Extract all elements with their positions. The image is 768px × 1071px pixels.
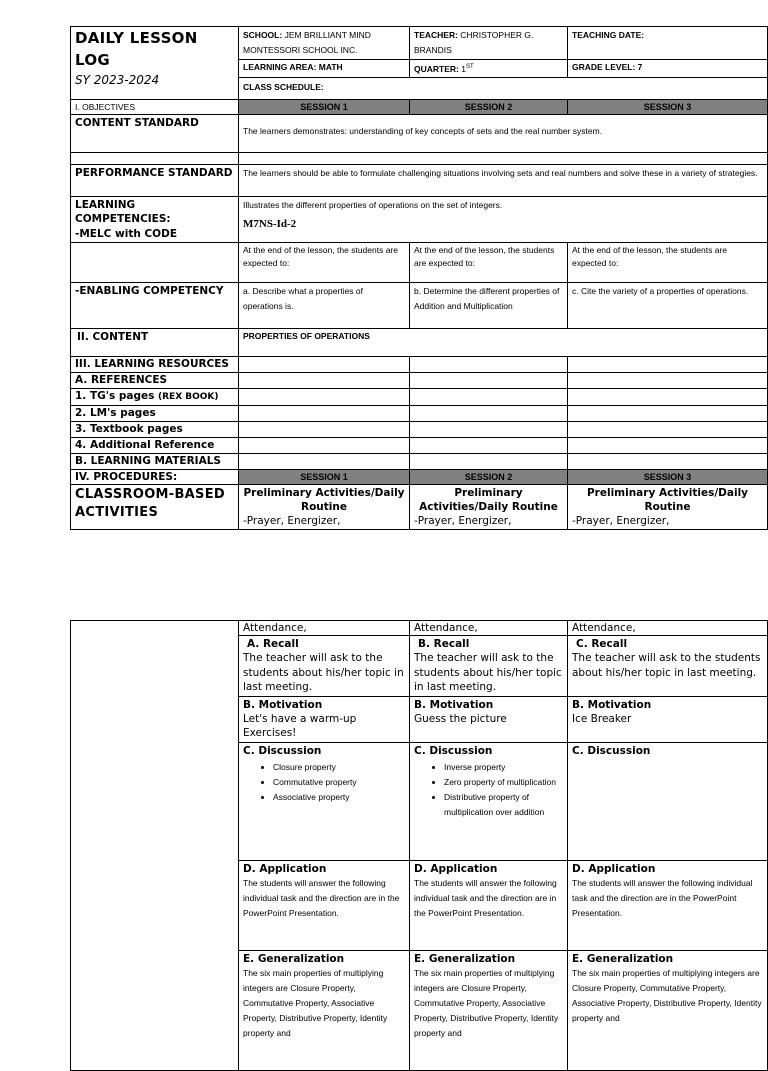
school-cell [239,27,410,60]
session-2-discussion: C. Discussion • Inverse property • Zero property of multiplication • Distributive property of multiplication over addition [410,742,568,860]
list-item: • Inverse property [444,760,563,775]
session-2-motivation: B. Motivation Guess the picture [410,696,568,742]
title-cell [71,27,239,100]
objectives-label: I. OBJECTIVES [71,99,239,114]
session-3-motivation: B. Motivation Ice Breaker [568,696,768,742]
page-2 [0,580,768,1038]
empty-cell [568,405,768,421]
teaching-date-cell [568,27,768,60]
content-standard-text: The learners demonstrates: understanding of key concepts of sets and the real number system. [239,114,768,152]
procedures-session-3-header: SESSION 3 [568,469,768,484]
teacher-cell [410,27,568,60]
session-1-header: SESSION 1 [239,99,410,114]
procedures-session-2-header: SESSION 2 [410,469,568,484]
school-label: SCHOOL: [243,30,283,40]
empty-cell [239,421,410,437]
performance-standard-label: PERFORMANCE STANDARD [71,164,239,196]
spacer-cell [239,152,768,164]
session-1-recall: A. Recall The teacher will ask to the students about his/her topic in last meeting. [239,636,410,697]
session-3-header: SESSION 3 [568,99,768,114]
session-1-attendance: Attendance, [239,621,410,636]
empty-cell [568,453,768,469]
session-3-preliminary: Preliminary Activities/Daily Routine -Prayer, Energizer, [568,484,768,530]
school-value: JEM BRILLIANT MIND MONTESSORI SCHOOL INC. [243,30,371,55]
content-standard-label: CONTENT STANDARD [71,114,239,152]
empty-cell [239,388,410,405]
session-2-discussion-list [414,760,563,820]
enabling-competency-label: -ENABLING COMPETENCY [71,282,239,328]
empty-cell [568,372,768,388]
empty-cell [568,421,768,437]
learning-area-cell [239,60,410,78]
spacer-cell [71,152,239,164]
quarter-value: 1 [461,63,466,74]
learning-competencies-cell [239,196,768,242]
session-3-expected: At the end of the lesson, the students are expected to: [568,242,768,282]
list-item: • Zero property of multiplication [444,775,563,790]
grade-level-cell [568,60,768,78]
quarter-label: QUARTER: [414,63,459,74]
empty-cell [410,388,568,405]
empty-cell [410,437,568,453]
session-1-preliminary: Preliminary Activities/Daily Routine -Prayer, Energizer, [239,484,410,530]
session-2-application: D. Application The students will answer the following individual task and the direction are in the PowerPoint Presentation. [410,860,568,950]
content-label: II. CONTENT [71,328,239,356]
session-2-enabling: b. Determine the different properties of Addition and Multiplication [410,282,568,328]
session-3-generalization: E. Generalization The six main properties of multiplying integers are Closure Property, Commutative Property, Associative Property, Distributive Property, Identity property and [568,950,768,1070]
empty-cell [568,437,768,453]
session-2-attendance: Attendance, [410,621,568,636]
school-year: SY 2023-2024 [75,73,160,87]
learning-area-value: MATH [318,62,343,72]
quarter-suffix: ST [465,64,474,70]
session-2-generalization: E. Generalization The six main properties of multiplying integers are Closure Property, Commutative Property, Associative Property, Distributive Property, Identity property and [410,950,568,1070]
session-2-expected: At the end of the lesson, the students are expected to: [410,242,568,282]
list-item: • Associative property [273,790,405,805]
empty-cell [239,372,410,388]
empty-cell [410,405,568,421]
content-value: PROPERTIES OF OPERATIONS [239,328,768,356]
session-1-discussion-list [243,760,405,805]
session-3-recall: C. Recall The teacher will ask to the students about his/her topic in last meeting. [568,636,768,697]
performance-standard-text: The learners should be able to formulate challenging situations involving sets and real numbers and solve these in a variety of strategies. [239,164,768,196]
class-schedule-label: CLASS SCHEDULE: [243,81,324,92]
procedures-label: IV. PROCEDURES: [71,469,239,484]
session-3-application: D. Application The students will answer the following individual task and the direction are in the PowerPoint Presentation. [568,860,768,950]
empty-cell [568,388,768,405]
teaching-date-label: TEACHING DATE: [572,30,645,40]
session-1-enabling: a. Describe what a properties of operations is. [239,282,410,328]
procedures-table [70,620,768,1071]
empty-cell [410,356,568,372]
empty-cell [410,453,568,469]
lm-pages-label: 2. LM's pages [71,405,239,421]
grade-level-value: 7 [637,62,643,72]
learning-competencies-text: Illustrates the different properties of operations on the set of integers. [243,199,503,210]
learning-materials-label: B. LEARNING MATERIALS [71,453,239,469]
empty-cell [239,437,410,453]
empty-cell [71,242,239,282]
empty-cell [410,372,568,388]
classroom-activities-label: CLASSROOM-BASED ACTIVITIES [71,484,239,530]
log-title: DAILY LESSON LOG [75,29,198,69]
list-item: • Closure property [273,760,405,775]
session-3-enabling: c. Cite the variety of a properties of operations. [568,282,768,328]
tg-pages-label: 1. TG's pages (REX BOOK) [71,388,239,405]
procedures-left-column [71,621,239,1071]
learning-resources-label: III. LEARNING RESOURCES [71,356,239,372]
session-2-preliminary: Preliminary Activities/Daily Routine -Prayer, Energizer, [410,484,568,530]
empty-cell [239,405,410,421]
lesson-log-table [70,26,768,530]
empty-cell [239,356,410,372]
session-1-expected: At the end of the lesson, the students are expected to: [239,242,410,282]
learning-competencies-label: LEARNING COMPETENCIES: -MELC with CODE [71,196,239,242]
teacher-value: CHRISTOPHER G. BRANDIS [414,30,534,55]
session-1-application: D. Application The students will answer the following individual task and the direction are in the PowerPoint Presentation. [239,860,410,950]
procedures-session-1-header: SESSION 1 [239,469,410,484]
session-3-discussion: C. Discussion [568,742,768,860]
textbook-pages-label: 3. Textbook pages [71,421,239,437]
empty-cell [410,421,568,437]
teacher-label: TEACHER: [414,30,458,40]
melc-code: M7NS-Id-2 [243,217,297,230]
empty-cell [239,453,410,469]
learning-area-label: LEARNING AREA: [243,62,317,72]
list-item: • Distributive property of multiplication over addition [444,790,563,820]
session-2-recall: B. Recall The teacher will ask to the students about his/her topic in last meeting. [410,636,568,697]
empty-cell [568,356,768,372]
session-1-motivation: B. Motivation Let's have a warm-up Exercises! [239,696,410,742]
session-2-header: SESSION 2 [410,99,568,114]
session-1-discussion: C. Discussion • Closure property • Commutative property • Associative property [239,742,410,860]
quarter-cell [410,60,568,78]
additional-reference-label: 4. Additional Reference [71,437,239,453]
grade-level-label: GRADE LEVEL: [572,62,636,72]
class-schedule-cell [239,77,768,99]
session-1-generalization: E. Generalization The six main properties of multiplying integers are Closure Property, Commutative Property, Associative Property, Distributive Property, Identity property and [239,950,410,1070]
session-3-attendance: Attendance, [568,621,768,636]
tg-pages-note: (REX BOOK) [158,391,219,402]
references-label: A. REFERENCES [71,372,239,388]
list-item: • Commutative property [273,775,405,790]
